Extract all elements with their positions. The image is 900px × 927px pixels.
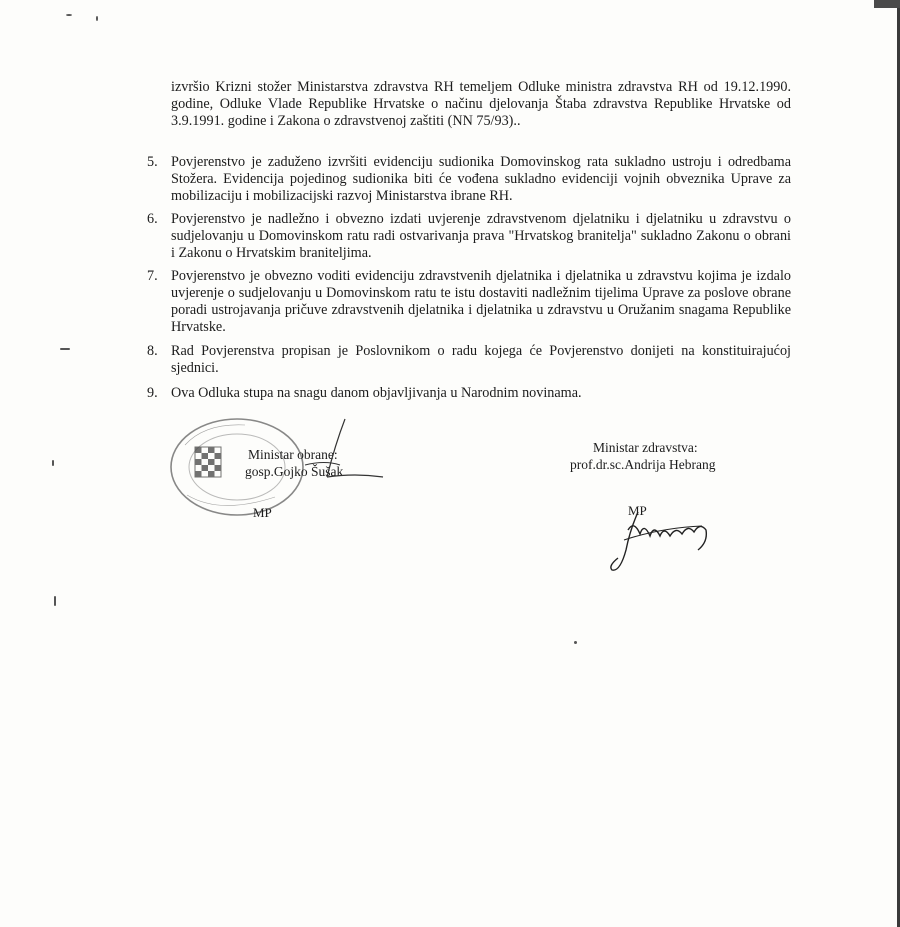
list-item bbox=[147, 268, 791, 336]
item-text: Rad Povjerenstva propisan je Poslovnikom o radu kojega će Povjerenstvo donijeti na konstituirajućoj sjednici. bbox=[171, 343, 791, 376]
health-minister-name: prof.dr.sc.Andrija Hebrang bbox=[570, 457, 716, 472]
stamp-mark-label: MP bbox=[628, 503, 647, 518]
handwritten-signature-icon bbox=[265, 415, 385, 495]
item-number: 9. bbox=[147, 385, 158, 401]
signature-block-health bbox=[570, 440, 790, 580]
scan-speck bbox=[54, 596, 56, 606]
health-minister-title: Ministar zdravstva: bbox=[593, 440, 698, 455]
item-text: Povjerenstvo je nadležno i obvezno izdati uvjerenje zdravstvenom djelatniku i djelatniku u zdravstvu o sudjelovanju u Domovinskom ratu radi ostvarivanja prava "Hrvatskog branitelja" sukladno Zakonu o obrani i Zakonu o Hrvatskim braniteljima. bbox=[171, 211, 791, 261]
scan-speck bbox=[66, 14, 72, 16]
item-text: Povjerenstvo je zaduženo izvršiti evidenciju sudionika Domovinskog rata sukladno ustroju i odredbama Stožera. Evidencija pojedinog sudionika biti će vođena sukladno evidenciji vojnih obveznika Uprave za mobilizaciju i mobilizacijski razvoj Ministarstva ibrane RH. bbox=[171, 154, 791, 204]
scan-corner bbox=[874, 0, 900, 8]
intro-text: izvršio Krizni stožer Ministarstva zdravstva RH temeljem Odluke ministra zdravstva RH od 19.12.1990. godine, Odluke Vlade Republike Hrvatske o načinu djelovanja Štaba zdravstva Republike Hrvatske od 3.9.1991. godine i Zakona o zdravstvenoj zaštiti (NN 75/93).. bbox=[171, 79, 791, 129]
stamp-mark-label: MP bbox=[253, 505, 272, 520]
item-number: 8. bbox=[147, 343, 158, 359]
scan-speck bbox=[52, 460, 54, 466]
scan-speck bbox=[60, 348, 70, 350]
list-item bbox=[147, 385, 791, 402]
signature-block-defence bbox=[165, 415, 405, 535]
scan-speck bbox=[574, 641, 577, 644]
item-text: Ova Odluka stupa na snagu danom objavljivanja u Narodnim novinama. bbox=[171, 385, 582, 401]
list-item bbox=[147, 154, 791, 205]
defence-minister-title: Ministar obrane: bbox=[248, 447, 338, 462]
scan-speck bbox=[96, 16, 98, 21]
handwritten-signature-icon bbox=[590, 500, 730, 580]
item-number: 7. bbox=[147, 268, 158, 284]
defence-minister-name: gosp.Gojko Šušak bbox=[245, 464, 344, 479]
list-item bbox=[147, 343, 791, 377]
item-text: Povjerenstvo je obvezno voditi evidenciju zdravstvenih djelatnika i djelatnika u zdravstvu kojima je izdalo uvjerenje o sudjelovanju u Domovinskom ratu te istu dostaviti nadležnim tijelima Uprave za poslove obrane poradi ustrojavanja pričuve zdravstvenih djelatnika i djelatnika u zdravstvu u Oružanim snagama Republike Hrvatske. bbox=[171, 268, 791, 335]
item-number: 6. bbox=[147, 211, 158, 227]
list-item bbox=[147, 211, 791, 262]
item-number: 5. bbox=[147, 154, 158, 170]
intro-paragraph bbox=[171, 79, 791, 130]
